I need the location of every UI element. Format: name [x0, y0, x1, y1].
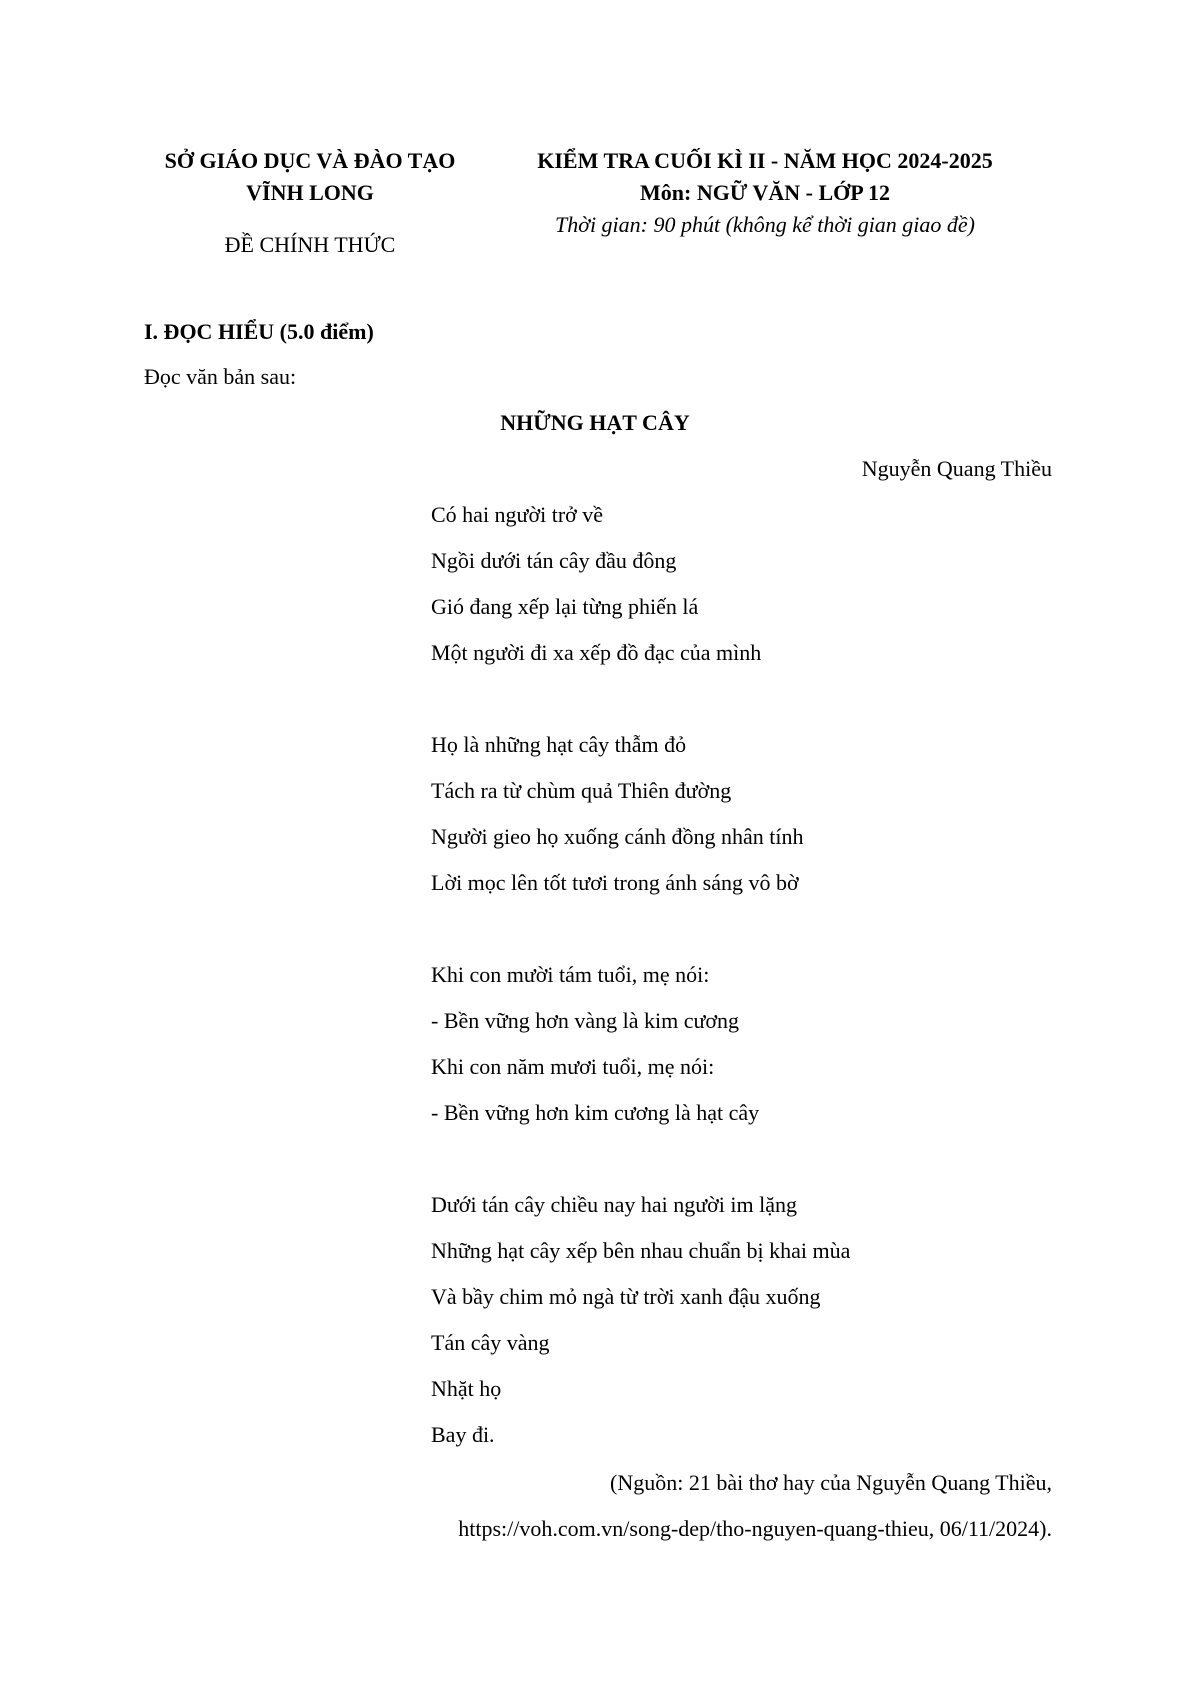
poem-line: Gió đang xếp lại từng phiến lá: [431, 594, 699, 619]
poem-line: - Bền vững hơn vàng là kim cương: [431, 1008, 740, 1033]
poem-line: Dưới tán cây chiều nay hai người im lặng: [431, 1192, 798, 1217]
poem-body: [431, 502, 850, 1468]
source-url: https://voh.com.vn/song-dep/tho-nguyen-quang-thieu, 06/11/2024).: [458, 1516, 1052, 1541]
poem-line: Và bầy chim mỏ ngà từ trời xanh đậu xuống: [431, 1284, 821, 1309]
stanza-break: [431, 916, 850, 962]
issuing-agency-block: [140, 145, 480, 261]
poem-line: Nhặt họ: [431, 1376, 502, 1401]
poem-source: [458, 1470, 1052, 1562]
poem-line: Có hai người trở về: [431, 502, 604, 527]
poem-line: Khi con mười tám tuổi, mẹ nói:: [431, 962, 710, 987]
poem-line: Lời mọc lên tốt tươi trong ánh sáng vô bờ: [431, 870, 799, 895]
instruction-text: Đọc văn bản sau:: [144, 364, 297, 389]
section-title: I. ĐỌC HIỂU (5.0 điểm): [144, 319, 374, 344]
poem-line: Ngồi dưới tán cây đầu đông: [431, 548, 677, 573]
exam-subject: Môn: NGỮ VĂN - LỚP 12: [640, 180, 890, 205]
exam-info-block: [505, 145, 1025, 241]
poem-line: Khi con năm mươi tuổi, mẹ nói:: [431, 1054, 715, 1079]
poem-line: Những hạt cây xếp bên nhau chuẩn bị khai mùa: [431, 1238, 851, 1263]
poem-author: Nguyễn Quang Thiều: [861, 456, 1052, 481]
poem-title: NHỮNG HẠT CÂY: [500, 410, 690, 435]
poem-line: Bay đi.: [431, 1422, 495, 1447]
source-citation: (Nguồn: 21 bài thơ hay của Nguyễn Quang Thiều,: [610, 1470, 1052, 1495]
poem-line: Tán cây vàng: [431, 1330, 550, 1355]
stanza-break: [431, 1146, 850, 1192]
poem-line: Một người đi xa xếp đồ đạc của mình: [431, 640, 762, 665]
exam-title: KIỂM TRA CUỐI KÌ II - NĂM HỌC 2024-2025: [537, 148, 993, 173]
exam-time: Thời gian: 90 phút (không kể thời gian giao đề): [554, 212, 976, 237]
stanza-break: [431, 686, 850, 732]
poem-line: Tách ra từ chùm quả Thiên đường: [431, 778, 732, 803]
poem-line: - Bền vững hơn kim cương là hạt cây: [431, 1100, 760, 1125]
poem-line: Họ là những hạt cây thẫm đỏ: [431, 732, 687, 757]
official-label: ĐỀ CHÍNH THỨC: [224, 232, 396, 257]
agency-name: SỞ GIÁO DỤC VÀ ĐÀO TẠO: [164, 148, 456, 173]
agency-province: VĨNH LONG: [246, 180, 374, 205]
poem-line: Người gieo họ xuống cánh đồng nhân tính: [431, 824, 804, 849]
